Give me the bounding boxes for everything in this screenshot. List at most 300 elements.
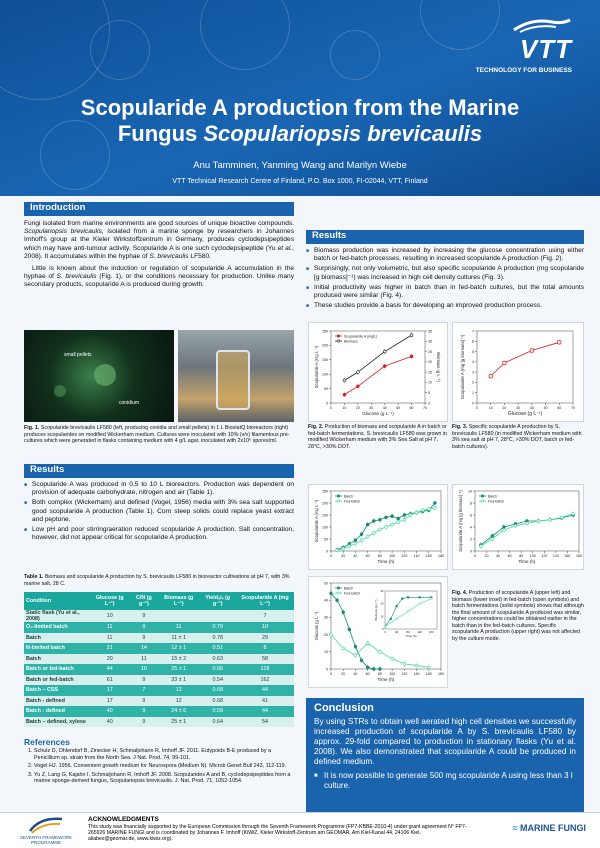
x-axis-label: Glucose (g L⁻¹) (362, 411, 394, 416)
x-tick-label: 160 (425, 554, 432, 558)
data-point (354, 539, 357, 542)
y-tick-label: 6 (472, 339, 474, 344)
x-tick-label: 0 (330, 406, 332, 410)
inset-x-tick-label: 80 (406, 630, 410, 634)
data-point (366, 535, 369, 538)
y-axis-label: Scopularide A (mg L⁻¹) (314, 345, 319, 389)
inset-data-point (396, 605, 398, 607)
table-cell: Batch (24, 654, 90, 665)
table-cell: 12 (158, 696, 199, 707)
inset-x-axis-label: Time (h) (405, 634, 417, 638)
y-axis-label: Glucose (g L⁻¹) (314, 611, 319, 641)
table-cell: Batch – defined, xylose (24, 717, 90, 728)
inset-x-tick-label: 40 (394, 630, 399, 634)
table-cell: 9 (130, 696, 158, 707)
data-point (415, 511, 418, 514)
y-tick-label: 0 (326, 549, 328, 554)
x-tick-label: 40 (496, 554, 501, 558)
y-axis-label: Scopularide A (mg L⁻¹) (314, 499, 319, 543)
table-cell: Batch - defined (24, 696, 90, 707)
table-cell: 11 (158, 622, 199, 633)
fig1-bioreactor-photo (178, 330, 294, 422)
table-row (24, 717, 294, 728)
data-point (537, 520, 540, 523)
table-cell: 21 (90, 643, 130, 654)
y-tick-label: 40 (324, 598, 328, 603)
data-point (526, 522, 529, 525)
conclusion-text: By using STRs to obtain well aerated high cell densities we successfully increased production of scopularide A by S. brevicaulis LF580 by approx. 29-fold compared to production in stationary flasks (Yu et al. 2008). We also demonstrated that scopularide A could be produced in defined medium. (314, 717, 576, 766)
data-point (348, 545, 351, 548)
table-cell: Batch or fed-batch (24, 675, 90, 686)
reference-item: 3. Yu Z, Lang G, Kajahn I, Schmaljohann R, Imhoff JF. 2008. Scopularides A and B, cyclodepsipeptides from a marine sponge-derived fungus, Scopulariopsis brevicaulis. J. Nat. Prod. 71, 1052-1054. (34, 772, 294, 785)
legend-label: Batch (344, 586, 354, 591)
marine-fungi-logo (513, 823, 586, 833)
data-point (397, 521, 400, 524)
data-point (342, 647, 345, 650)
data-point (354, 654, 357, 657)
y-tick-label: 4 (472, 360, 474, 365)
fp7-logo-icon (28, 815, 64, 835)
table-cell: 44 (236, 685, 294, 696)
conclusion-heading: Conclusion (314, 702, 374, 714)
table-cell: 54 (236, 717, 294, 728)
x-tick-label: 80 (519, 554, 524, 558)
table-cell: 0.78 (199, 633, 236, 644)
table-cell: Batch – CSS (24, 685, 90, 696)
title-line-2 (0, 121, 600, 147)
data-point (397, 517, 400, 520)
inset-y-tick-label: 10 (380, 614, 384, 619)
x-tick-label: 10 (342, 406, 347, 410)
inset-x-tick-label: 160 (428, 630, 434, 634)
legend-label: Fed-batch (344, 591, 361, 596)
reference-item: 1. Schulz D, Ohlendorf B, Zinecker H, Schmaljohann R, Imhoff JF. 2011. Eutypoids B-E produced by a Penicillium sp. strain from the North Sea. J Nat. Prod. 74, 99-101. (34, 748, 294, 761)
marine-fungi-logo-text: MARINE FUNGI (520, 823, 586, 833)
legend-label: Scopularide A (mg/L) (344, 334, 378, 339)
y2-tick-label: 35 (428, 329, 432, 334)
legend-label: Fed-batch (344, 499, 361, 504)
data-point (415, 664, 418, 667)
data-point (342, 547, 345, 550)
y-tick-label: 250 (322, 489, 328, 494)
y-tick-label: 100 (322, 372, 328, 377)
legend-marker (337, 495, 339, 497)
poster-title (0, 95, 600, 147)
inset-data-point (390, 618, 392, 620)
table-row (24, 685, 294, 696)
table-cell: 12 (158, 685, 199, 696)
title-species: Scopulariopsis brevicaulis (203, 121, 483, 146)
table-header-cell: C/N (g g⁻¹) (130, 592, 158, 610)
table-row (24, 643, 294, 654)
x-tick-label: 20 (502, 406, 507, 410)
data-point (366, 523, 369, 526)
x-tick-label: 40 (382, 406, 387, 410)
data-point (366, 642, 369, 645)
table-cell: 14 (130, 643, 158, 654)
y-tick-label: 0 (326, 401, 328, 406)
x-tick-label: 20 (484, 554, 489, 558)
y-tick-label: 4 (470, 525, 472, 530)
results-right-list (306, 247, 584, 310)
data-point (572, 512, 575, 515)
data-point (356, 371, 359, 374)
results-bullet: ■ Initial productivity was higher in batch than in fed-batch cultures, but the total amounts produced were similar (Fig. 4). (306, 284, 584, 300)
y2-tick-label: 30 (428, 339, 432, 344)
vtt-tagline: TECHNOLOGY FOR BUSINESS (475, 67, 572, 74)
data-point (403, 518, 406, 521)
results-right-heading: Results (306, 230, 584, 244)
poster-footer (0, 812, 600, 848)
data-point (427, 508, 430, 511)
vtt-logo-icon (512, 16, 572, 34)
decor-bubble (90, 20, 150, 80)
table-cell: 0.63 (199, 654, 236, 665)
data-point (560, 516, 563, 519)
fig1-label-pellets: small pellets (64, 352, 92, 358)
y-tick-label: 0 (326, 667, 328, 672)
ack-text: This study was financially supported by the European Commission through the Seventh Framework Programme (FP7-KBBE-2010-4) under grant agreement N° FP7-265926 MARINE FUNGI and is coordinated by Johannes F. Imhoff (KiWiZ, Kieler Wirkstoff-Zentrum am GEOMAR, Am Kiel-Kanal 44, 24106 Kiel, aliabes@geomar.de, www.kiwiz.org). (88, 824, 467, 843)
table-cell: 29 (236, 633, 294, 644)
table-cell: 8 (236, 643, 294, 654)
legend-marker (481, 500, 483, 502)
table-cell: 0.68 (199, 685, 236, 696)
data-point (378, 668, 381, 671)
table-cell: 40 (90, 717, 130, 728)
data-point (391, 657, 394, 660)
fig1-micrograph (24, 330, 174, 422)
series-line (491, 342, 560, 376)
table-cell: 0.68 (199, 696, 236, 707)
data-point (336, 549, 339, 552)
introduction-section (24, 202, 294, 290)
legend-marker (481, 495, 483, 497)
fig4c-chart (308, 576, 448, 688)
table-row (24, 675, 294, 686)
table-cell: 40 (90, 706, 130, 717)
inset-x-tick-label: 0 (384, 630, 386, 634)
data-point (356, 385, 359, 388)
inset-data-point (384, 625, 386, 627)
x-tick-label: 180 (438, 672, 444, 676)
x-tick-label: 10 (488, 406, 493, 410)
y-tick-label: 50 (324, 386, 328, 391)
x-tick-label: 60 (557, 406, 562, 410)
data-point (342, 611, 345, 614)
table-cell: 0.59 (199, 706, 236, 717)
table-cell: 0.64 (199, 717, 236, 728)
table-cell: 9 (130, 675, 158, 686)
intro-paragraph-1: Fungi isolated from marine environments are good sources of unique bioactive compounds. Scopulariopsis brevicaulis, isolated from a marine sponge by researchers in Johannes Imhoff's group at the Kieler Wirkstoffzentrum in Germany, produces cyclodepsipeptides which may have anti-tumour activity. Scopularide A is one such cyclodepsipeptide (Yu et al., 2008). It accumulates within the hyphae of S. brevicaulis LF580. (24, 220, 294, 260)
y-axis-label: Scopularide A (mg [g biomass]⁻¹) (460, 334, 465, 400)
data-point (378, 518, 381, 521)
table-cell: 41 (236, 696, 294, 707)
x-tick-label: 180 (438, 554, 444, 558)
results-bullet: ■ Scopularide A was produced in 0.5 to 10 L bioreactors. Production was dependent on provision of adequate carbohydrate, nitrogen and air (Table 1). (24, 481, 294, 497)
results-bullet: ■ Low pH and poor stirring/aeration reduced scopularide A production. Salt concentration, however, did not appear critical for scopularide A production. (24, 526, 294, 542)
x-tick-label: 80 (377, 554, 382, 558)
inset-frame (385, 591, 437, 629)
table-cell: 9 (130, 622, 158, 633)
data-point (372, 668, 375, 671)
x-tick-label: 40 (529, 406, 534, 410)
table-cell (158, 610, 199, 622)
y-tick-label: 0 (470, 549, 472, 554)
y-tick-label: 5 (472, 349, 474, 354)
data-point (433, 506, 436, 509)
x-axis-label: Glucose (g L⁻¹) (507, 411, 543, 417)
y2-tick-label: 0 (428, 401, 430, 406)
y-tick-label: 2 (470, 537, 472, 542)
data-point (530, 349, 533, 352)
y-tick-label: 1 (472, 391, 474, 396)
table-header-cell: Scopularide A (mg L⁻¹) (236, 592, 294, 610)
y-tick-label: 30 (324, 615, 328, 620)
fig4a-svg (309, 485, 447, 569)
introduction-heading: Introduction (24, 202, 294, 216)
y2-tick-label: 10 (428, 380, 432, 385)
intro-paragraph-2: Little is known about the induction or regulation of scopularide A accumulation in the hyphae of S. brevicaulis (Fig. 1), or the conditions necessary for production. Unlike many secondary products, scopularide A is produced during growth. (24, 265, 294, 289)
y2-tick-label: 5 (428, 391, 430, 396)
y2-tick-label: 20 (428, 360, 432, 365)
data-point (549, 518, 552, 521)
table-cell: 15 ± 2 (158, 654, 199, 665)
table-cell (199, 610, 236, 622)
inset-data-point (419, 603, 421, 605)
data-point (410, 355, 413, 358)
results-bullet: ■ Biomass production was increased by increasing the glucose concentration using either batch or fed-batch processes, resulting in increased scopularide A production (Fig. 2). (306, 247, 584, 263)
inset-y-axis-label: Biomass (g L⁻¹) (374, 599, 378, 621)
y-tick-label: 200 (322, 501, 328, 506)
decor-bubble (200, 0, 290, 70)
table-cell: 11 (90, 633, 130, 644)
inset-data-point (401, 598, 403, 600)
legend-label: Biomass (344, 339, 358, 344)
reference-item: 2. Vogel HJ. 1956. Convenient growth medium for Neurospora (Medium N). Microb Genet Bull 243, 112-119. (34, 763, 294, 770)
table-cell: O₂-limited batch (24, 622, 90, 633)
fig2-svg (309, 323, 447, 421)
data-point (385, 526, 388, 529)
legend-marker (337, 340, 339, 342)
data-point (427, 666, 430, 669)
vtt-logo (472, 16, 572, 74)
y-tick-label: 0 (472, 401, 474, 406)
inset-y-tick-label: 30 (380, 589, 384, 593)
table-row (24, 610, 294, 622)
data-point (491, 538, 494, 541)
x-tick-label: 60 (365, 672, 370, 676)
data-point (403, 514, 406, 517)
data-point (385, 516, 388, 519)
authors: Anu Tamminen, Yanming Wang and Marilyn Wiebe (193, 160, 407, 171)
table-cell: 9 (130, 706, 158, 717)
y-tick-label: 3 (472, 370, 474, 375)
table-cell: Batch - defined (24, 706, 90, 717)
table-cell: 10 (236, 622, 294, 633)
y-tick-label: 8 (470, 501, 472, 506)
x-tick-label: 120 (401, 554, 408, 558)
data-point (433, 502, 436, 505)
x-tick-label: 20 (341, 672, 346, 676)
table-cell: 7 (236, 610, 294, 622)
table-row (24, 664, 294, 675)
x-axis-label: Time (h) (377, 559, 395, 564)
data-point (489, 375, 492, 378)
poster-header (0, 0, 600, 196)
x-tick-label: 140 (552, 554, 559, 558)
legend-marker (337, 587, 339, 589)
data-point (409, 514, 412, 517)
table-cell: 0.54 (199, 675, 236, 686)
data-point (372, 520, 375, 523)
y-tick-label: 10 (468, 489, 472, 494)
inset-data-point (430, 598, 432, 600)
x-tick-label: 80 (377, 672, 382, 676)
data-point (360, 533, 363, 536)
data-point (360, 539, 363, 542)
x-tick-label: 60 (365, 554, 370, 558)
data-point (391, 515, 394, 518)
table-cell: 0.79 (199, 622, 236, 633)
fig4c-svg (309, 577, 447, 687)
x-tick-label: 120 (401, 672, 408, 676)
table-row (24, 633, 294, 644)
decor-bubble (330, 30, 380, 80)
conclusion-box (306, 698, 584, 812)
fig2-chart (308, 322, 448, 422)
data-point (378, 650, 381, 653)
x-tick-label: 140 (413, 672, 420, 676)
table-cell: Static flask (Yu et al., 2008) (24, 610, 90, 622)
results-left-section (24, 464, 294, 544)
x-tick-label: 180 (576, 554, 582, 558)
fig1-label-conidia: conidium (119, 400, 140, 406)
table-row (24, 706, 294, 717)
data-point (372, 532, 375, 535)
results-left-heading: Results (24, 464, 294, 478)
y-tick-label: 6 (470, 513, 472, 518)
table-cell: 24 ± 6 (158, 706, 199, 717)
table-cell: 44 (236, 706, 294, 717)
y-tick-label: 50 (324, 537, 328, 542)
data-point (383, 365, 386, 368)
inset-data-point (407, 596, 409, 598)
table-header-cell: Condition (24, 592, 90, 610)
legend-label: Batch (488, 494, 498, 499)
data-point (348, 628, 351, 631)
results-bullet: ■ Both complex (Wickerham) and defined (Vogel, 1956) media with 3% sea salt supported good scopularide A production (Table 1). Corn steep solids could replace yeast extract and peptone. (24, 499, 294, 524)
x-tick-label: 160 (425, 672, 432, 676)
x-tick-label: 70 (571, 406, 575, 410)
table-cell: 162 (236, 675, 294, 686)
fig4b-chart (452, 484, 584, 570)
y2-axis-label: Biomass (g L⁻¹) (436, 352, 441, 382)
table-cell: 9 (130, 717, 158, 728)
legend-marker (337, 500, 339, 502)
table-cell: 9 (130, 633, 158, 644)
x-axis-label: Time (h) (518, 559, 536, 564)
table1 (24, 592, 294, 727)
x-tick-label: 100 (529, 554, 536, 558)
y-tick-label: 10 (324, 650, 328, 655)
fig1-caption: Fig. 1. Scopularide brevicaulis LF580 (left, producing conidia and small pellets) in 1 L BiostatQ bioreactors (right) produces scopularides on modified Wickerham medium. Cultures were inoculated with 10% (v/v) filamentous pre-cultures which were generated in flasks containing medium with 4 g/L agar, inoculated with 2x10⁶ spores/ml. (24, 425, 290, 444)
table-cell: 25 ± 1 (158, 664, 199, 675)
table-cell: 0.51 (199, 643, 236, 654)
data-point (403, 662, 406, 665)
table-header-cell: Glucose (g L⁻¹) (90, 592, 130, 610)
fig3-caption: Fig. 3. Specific scopularide A production by S. brevicaulis LF580 (in modified Wickerham medium with 3% sea salt at pH 7, 28°C, >30% DOT, batch or fed-batch cultures). (452, 424, 582, 450)
data-point (354, 645, 357, 648)
data-point (360, 659, 363, 662)
y2-tick-label: 25 (428, 349, 432, 354)
series-line (344, 356, 411, 394)
affiliation: VTT Technical Research Centre of Finland, P.O. Box 1000, FI-02044, VTT, Finland (172, 178, 428, 185)
data-point (343, 393, 346, 396)
x-tick-label: 0 (330, 554, 332, 558)
pellet-blob (94, 364, 116, 386)
x-tick-label: 40 (353, 672, 358, 676)
x-tick-label: 30 (369, 406, 374, 410)
legend-marker (337, 592, 339, 594)
data-point (558, 341, 561, 344)
vtt-logo-text: VTT (519, 34, 572, 64)
table-cell: 11 ± 1 (158, 633, 199, 644)
marine-fungi-wave-icon: ≈ (512, 823, 520, 833)
table-cell: N-limited batch (24, 643, 90, 654)
y-tick-label: 2 (472, 380, 474, 385)
inset-y-tick-label: 20 (380, 601, 384, 606)
table-cell: 11 (130, 654, 158, 665)
y-tick-label: 7 (472, 329, 474, 334)
fig3-svg (453, 323, 583, 421)
table-header-cell: Biomass (g L⁻¹) (158, 592, 199, 610)
table-row (24, 622, 294, 633)
references-list (24, 748, 294, 785)
y2-tick-label: 15 (428, 370, 432, 375)
references-heading: References (24, 737, 70, 747)
inset-data-point (419, 596, 421, 598)
y-tick-label: 20 (324, 632, 328, 637)
legend-marker (337, 335, 339, 337)
ack-heading: ACKNOWLEDGMENTS (88, 816, 159, 823)
data-point (503, 361, 506, 364)
bioreactor-vessel (216, 350, 250, 410)
table-cell: 58 (236, 654, 294, 665)
x-axis-label: Time (h) (377, 677, 395, 682)
y-tick-label: 50 (324, 581, 328, 586)
data-point (366, 666, 369, 669)
table-row (24, 696, 294, 707)
title-line-1: Scopularide A production from the Marine (80, 95, 520, 120)
table-cell: 61 (90, 675, 130, 686)
table-cell: Batch (24, 633, 90, 644)
x-tick-label: 50 (543, 406, 548, 410)
fig3-chart (452, 322, 584, 422)
x-tick-label: 50 (396, 406, 401, 410)
table-cell: 17 (90, 685, 130, 696)
data-point (336, 599, 339, 602)
inset-y-tick-label: 0 (381, 627, 384, 631)
table-cell: 33 ± 1 (158, 675, 199, 686)
fig4a-chart (308, 484, 448, 570)
data-point (391, 523, 394, 526)
data-point (343, 379, 346, 382)
x-tick-label: 30 (516, 406, 521, 410)
fp7-logo (18, 815, 74, 845)
inset-x-tick-label: 120 (417, 630, 423, 634)
x-tick-label: 0 (474, 554, 476, 558)
table-cell: 12 ± 1 (158, 643, 199, 654)
